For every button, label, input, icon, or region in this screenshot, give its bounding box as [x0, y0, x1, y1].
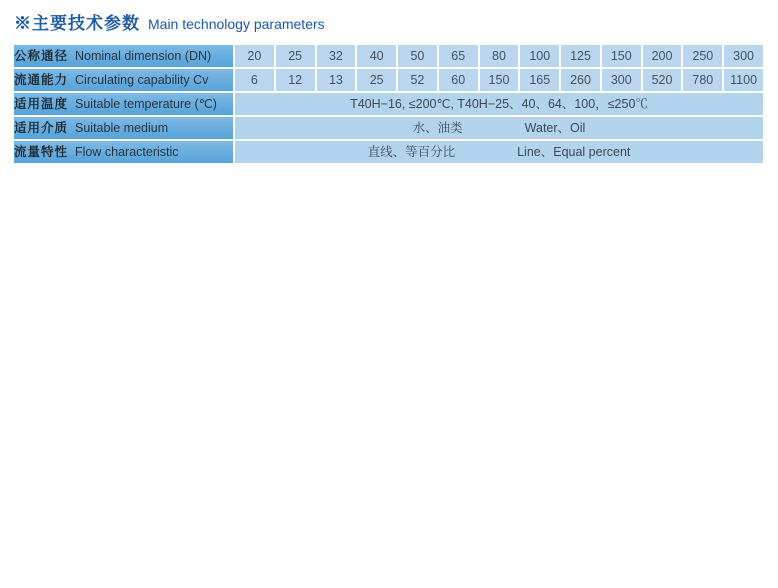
row-label-en: Suitable temperature (℃) — [75, 97, 217, 111]
row-label-nominal-dimension — [14, 45, 233, 67]
cv-value: 165 — [520, 69, 559, 91]
parameters-table — [12, 43, 765, 165]
cv-value: 300 — [602, 69, 641, 91]
dn-value: 250 — [683, 45, 722, 67]
row-label-suitable-temperature — [14, 93, 233, 115]
dn-value: 300 — [724, 45, 763, 67]
row-label-zh: 适用温度 — [14, 97, 69, 111]
cv-value: 260 — [561, 69, 600, 91]
cv-value: 1100 — [724, 69, 763, 91]
dn-value: 200 — [643, 45, 682, 67]
flow-characteristic-value-zh: 直线、等百分比 — [367, 145, 456, 159]
cv-value: 60 — [439, 69, 478, 91]
suitable-temperature-value: T40H−16, ≤200℃, T40H−25、40、64、100，≤250℃ — [235, 93, 763, 115]
dn-value: 32 — [317, 45, 356, 67]
row-label-en: Suitable medium — [75, 121, 169, 135]
row-label-en: Nominal dimension (DN) — [75, 49, 212, 63]
dn-value: 65 — [439, 45, 478, 67]
table-row-suitable-temperature — [14, 93, 763, 115]
cv-value: 150 — [480, 69, 519, 91]
cv-value: 780 — [683, 69, 722, 91]
row-label-en: Flow characteristic — [75, 145, 179, 159]
suitable-medium-value-zh: 水、油类 — [412, 121, 463, 135]
row-label-circulating-capability — [14, 69, 233, 91]
row-label-zh: 流量特性 — [14, 145, 69, 159]
cv-value: 520 — [643, 69, 682, 91]
cv-value: 12 — [276, 69, 315, 91]
dn-value: 40 — [357, 45, 396, 67]
row-label-zh: 流通能力 — [14, 73, 69, 87]
page-title — [14, 9, 325, 34]
suitable-medium-value — [235, 117, 763, 139]
flow-characteristic-value — [235, 141, 763, 163]
dn-value: 50 — [398, 45, 437, 67]
row-label-suitable-medium — [14, 117, 233, 139]
table-row-flow-characteristic — [14, 141, 763, 163]
table-row-nominal-dimension — [14, 45, 763, 67]
flow-characteristic-value-en: Line、Equal percent — [517, 145, 631, 159]
cv-value: 25 — [357, 69, 396, 91]
dn-value: 150 — [602, 45, 641, 67]
row-label-flow-characteristic — [14, 141, 233, 163]
cv-value: 13 — [317, 69, 356, 91]
suitable-medium-value-en: Water、Oil — [524, 121, 586, 135]
cv-value: 52 — [398, 69, 437, 91]
cv-value: 6 — [235, 69, 274, 91]
dn-value: 80 — [480, 45, 519, 67]
dn-value: 125 — [561, 45, 600, 67]
table-row-circulating-capability — [14, 69, 763, 91]
dn-value: 25 — [276, 45, 315, 67]
page-title-zh: ※主要技术参数 — [14, 14, 140, 33]
page-title-en: Main technology parameters — [148, 16, 325, 32]
dn-value: 100 — [520, 45, 559, 67]
dn-value: 20 — [235, 45, 274, 67]
row-label-zh: 公称通径 — [14, 49, 69, 63]
row-label-zh: 适用介质 — [14, 121, 69, 135]
row-label-en: Circulating capability Cv — [75, 73, 209, 87]
table-row-suitable-medium — [14, 117, 763, 139]
